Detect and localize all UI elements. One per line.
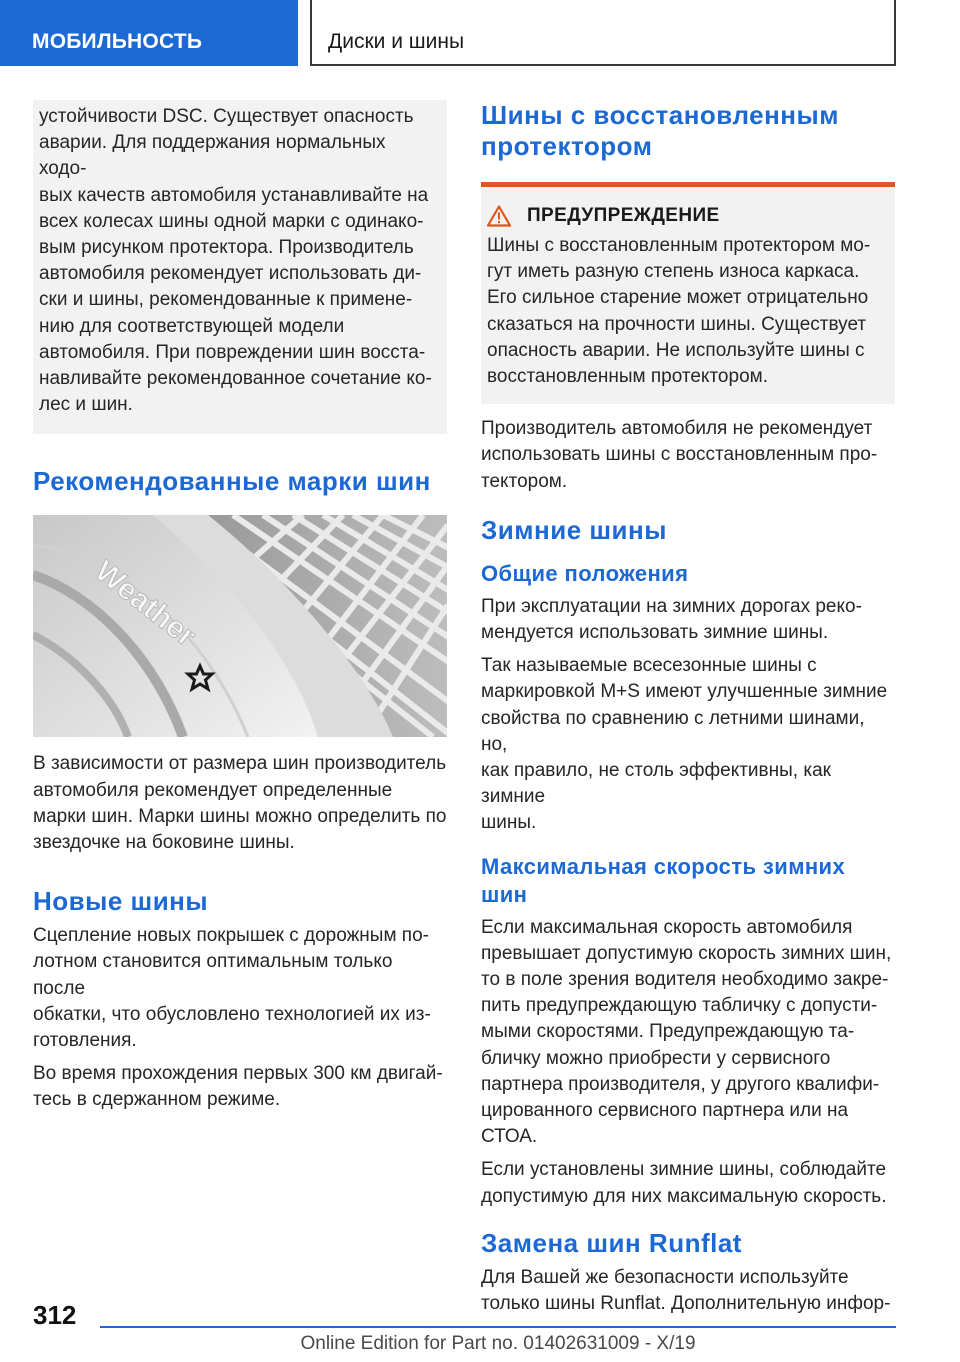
heading-recommended-brands: Рекомендованные марки шин [33, 466, 431, 497]
page-number: 312 [33, 1300, 77, 1330]
warning-box [481, 182, 895, 404]
intro-box [33, 100, 447, 434]
left-column [33, 100, 447, 1121]
warning-triangle-icon [487, 205, 511, 227]
heading-winter-tires: Зимние шины [481, 514, 667, 545]
recommended-text: В зависимости от размера шин производитель автомобиля рекомендует определенные марки шин. Марки шины можно определить по звездочке на боковине шины. [33, 753, 447, 854]
heading-max-speed: Максимальная скорость зимних шин [481, 853, 846, 907]
heading-general: Общие положения [481, 560, 689, 586]
chapter-title: Диски и шины [310, 0, 896, 66]
warning-title: ПРЕДУПРЕЖДЕНИЕ [527, 205, 720, 226]
general-text-2: Так называемые всесезонные шины с маркировкой M+S имеют улучшенные зимние свойства по сравнению с летними шинами, но, как правило, не столь эффективны, как зимние шины. [481, 655, 888, 834]
tire-illustration [33, 515, 447, 737]
general-text-1: При эксплуатации на зимних дорогах реко- мендуется использовать зимние шины. [481, 595, 862, 644]
max-speed-text-2: Если установлены зимние шины, соблюдайте допустимую для них максимальную скорость. [481, 1159, 887, 1207]
intro-text: устойчивости DSC. Существует опасность аварии. Для поддержания нормальных ходо- вых качеств автомобиля устанавливайте на всех колесах шины одной марки с одинако- вым рисунком протектора. Производитель автомобиля рекомендует использовать ди- ски и шины, рекомендованные к примене- нию для соответствующей модели автомобиля. При повреждении шин восста- навливайте рекомендованное сочетание ко- лес и шин. [39, 106, 432, 416]
tire-sidewall-image [33, 515, 447, 737]
footer-divider [100, 1326, 896, 1328]
runflat-text: Для Вашей же безопасности используйте только шины Runflat. Дополнительную инфор- [481, 1266, 891, 1315]
max-speed-text-1: Если максимальная скорость автомобиля превышает допустимую скорость зимних шин, то в поле зрения водителя необходимо закре- пить предупреждающую табличку с допусти- мыми скоростями. Предупреждающую та- бличку можно приобрести у сервисного партнера производителя, у другого квалифи- цированного сервисного партнера или на СТОА. [481, 916, 892, 1148]
heading-runflat: Замена шин Runflat [481, 1227, 742, 1258]
right-column [481, 100, 895, 1324]
sidewall-lettering: Weather [88, 554, 202, 654]
section-tab: МОБИЛЬНОСТЬ [0, 0, 298, 66]
footer-edition: Online Edition for Part no. 01402631009 - X/19 [300, 1333, 696, 1354]
new-tires-text-1: Сцепление новых покрышек с дорожным по- лотном становится оптимальным только после обкатки, что обусловлено технологией их из- готовления. [33, 925, 431, 1052]
heading-retreaded-tires: Шины с восстановленным протектором [481, 100, 839, 161]
warning-text: Шины с восстановленным протектором мо- гут иметь разную степень износа каркаса. Его сильное старение может отрицательно сказаться на прочности шины. Существует опасность аварии. Не используйте шины с восстановленным протектором. [487, 235, 871, 388]
new-tires-text-2: Во время прохождения первых 300 км двигай- тесь в сдержанном режиме. [33, 1063, 443, 1111]
heading-new-tires: Новые шины [33, 886, 209, 917]
retread-text: Производитель автомобиля не рекомендует использовать шины с восстановленным про- тектором. [481, 418, 878, 492]
